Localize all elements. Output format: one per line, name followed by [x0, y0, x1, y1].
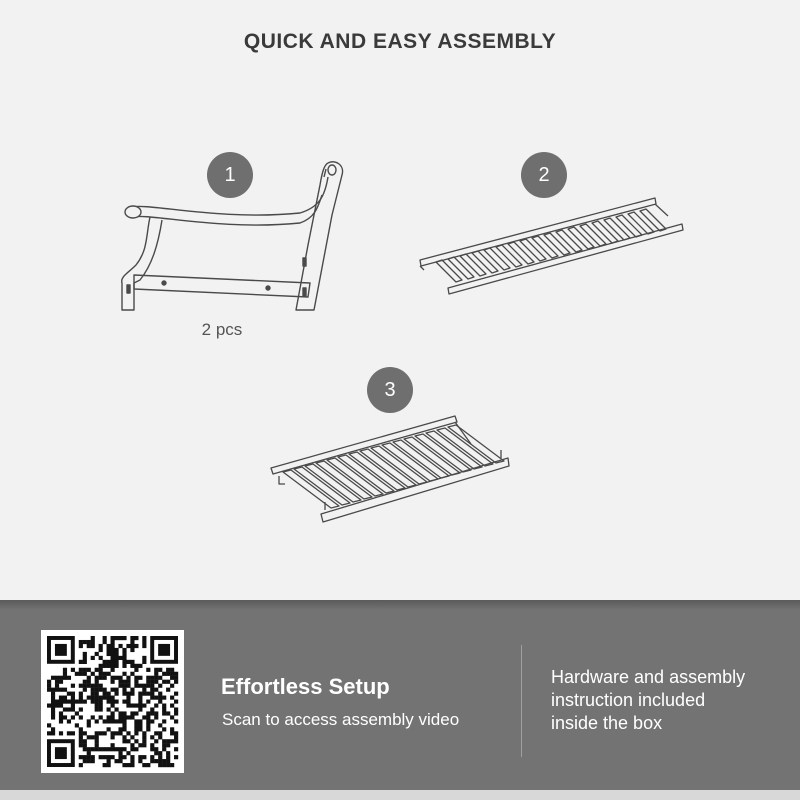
part-1-quantity: 2 pcs	[201, 320, 243, 339]
hardware-line: Hardware and assembly	[551, 667, 746, 687]
footer-strip	[0, 790, 800, 800]
step-badge-3: 3	[367, 367, 413, 413]
hardware-note	[551, 666, 791, 735]
page-title: QUICK AND EASY ASSEMBLY	[243, 30, 557, 53]
setup-title: Effortless Setup	[221, 674, 390, 699]
qr-code-graphic	[41, 630, 184, 773]
setup-subtitle: Scan to access assembly video	[222, 710, 460, 729]
hardware-line: instruction included	[551, 690, 706, 710]
hardware-line: inside the box	[551, 713, 663, 733]
qr-code-icon[interactable]	[41, 630, 184, 773]
seat-slat-panel-illustration	[265, 410, 520, 525]
step-badge-2: 2	[521, 152, 567, 198]
backrest-slat-panel-illustration	[410, 190, 690, 300]
divider	[521, 645, 522, 757]
step-badge-1: 1	[207, 152, 253, 198]
bench-side-frame-illustration	[110, 155, 360, 320]
info-bar-shadow	[0, 600, 800, 610]
